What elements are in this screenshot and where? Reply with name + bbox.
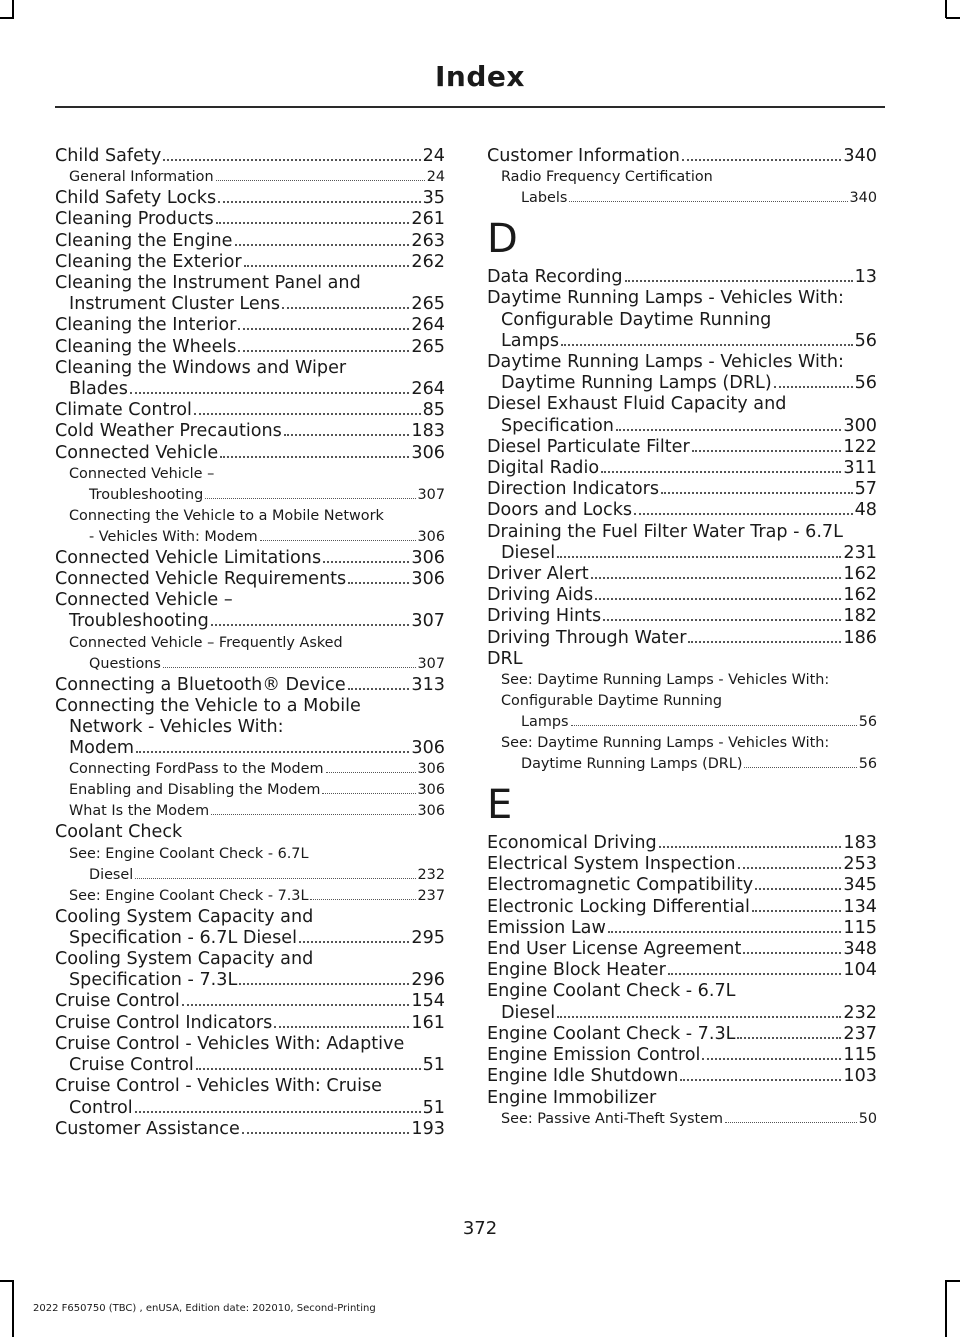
page-ref[interactable]: 295	[411, 927, 445, 948]
page-ref[interactable]: 307	[417, 655, 445, 672]
page-ref[interactable]: 186	[843, 627, 877, 648]
index-entry[interactable]: Cold Weather Precautions 183	[55, 421, 445, 442]
page-ref[interactable]: 35	[422, 188, 445, 209]
index-entry[interactable]: Connected Vehicle Limitations 306	[55, 547, 445, 568]
index-subentry[interactable]: Enabling and Disabling the Modem 306	[55, 780, 445, 801]
page-ref[interactable]: 56	[854, 373, 877, 394]
index-entry[interactable]: Modem 306	[69, 738, 445, 759]
page-ref[interactable]: 57	[854, 479, 877, 500]
page-ref[interactable]: 232	[843, 1002, 877, 1023]
index-entry[interactable]: Lamps 56	[501, 330, 877, 351]
page-ref[interactable]: 24	[426, 169, 445, 186]
crop-mark	[946, 1280, 960, 1282]
page-ref[interactable]: 51	[422, 1055, 445, 1076]
index-column-left	[55, 146, 445, 1140]
page-ref[interactable]: 56	[858, 756, 877, 773]
index-entry[interactable]: Electromagnetic Compatibility 345	[487, 875, 877, 896]
crop-mark	[0, 17, 14, 19]
index-entry[interactable]: Child Safety Locks 35	[55, 188, 445, 209]
index-entry[interactable]: Diesel 232	[501, 1002, 877, 1023]
index-entry[interactable]: Cleaning the Interior 264	[55, 315, 445, 336]
index-subentry-heading: Radio Frequency Certification	[501, 169, 713, 186]
page-ref[interactable]: 237	[417, 887, 445, 904]
page-ref[interactable]: 85	[422, 400, 445, 421]
index-entry[interactable]: Economical Driving 183	[487, 833, 877, 854]
index-entry-heading: Cleaning the Instrument Panel and	[55, 273, 361, 294]
page-ref[interactable]: 115	[843, 1045, 877, 1066]
page-ref[interactable]: 264	[411, 379, 445, 400]
index-subentry[interactable]: Labels 340	[487, 188, 877, 209]
index-entry[interactable]: Instrument Cluster Lens 265	[69, 294, 445, 315]
index-subentry[interactable]: Diesel 232	[55, 865, 445, 886]
index-subentry-heading: Configurable Daytime Running	[501, 693, 723, 710]
page-ref[interactable]: 306	[417, 761, 445, 778]
index-entry-heading: Network - Vehicles With:	[69, 717, 284, 738]
index-entry[interactable]: Cruise Control Indicators 161	[55, 1012, 445, 1033]
index-entry-heading: Draining the Fuel Filter Water Trap - 6.7L	[487, 521, 843, 542]
page-ref[interactable]: 313	[411, 674, 445, 695]
index-entry-heading: Cruise Control - Vehicles With: Cruise	[55, 1076, 382, 1097]
index-subentry[interactable]: What Is the Modem 306	[55, 801, 445, 822]
index-entry[interactable]: Specification - 7.3L 296	[69, 970, 445, 991]
page-ref[interactable]: 306	[417, 803, 445, 820]
index-entry-heading: Connected Vehicle –	[55, 590, 233, 611]
crop-mark	[945, 1280, 947, 1337]
index-entry[interactable]: Customer Information 340	[487, 146, 877, 166]
index-entry-heading: Engine Coolant Check - 6.7L	[487, 981, 736, 1002]
crop-mark	[946, 17, 960, 19]
index-entry-heading: Diesel Exhaust Fluid Capacity and	[487, 394, 787, 415]
index-entry[interactable]: Electronic Locking Differential 134	[487, 896, 877, 917]
index-entry[interactable]: Cruise Control 51	[69, 1055, 445, 1076]
page-title: Index	[435, 60, 525, 93]
index-entry[interactable]: Customer Assistance 193	[55, 1118, 445, 1139]
index-entry[interactable]: Driving Hints 182	[487, 606, 877, 627]
index-entry[interactable]: Cleaning the Exterior 262	[55, 251, 445, 272]
index-entry[interactable]: Engine Idle Shutdown 103	[487, 1066, 877, 1087]
section-letter: D	[487, 216, 518, 263]
index-entry[interactable]: Connecting a Bluetooth® Device 313	[55, 674, 445, 695]
index-subentry-heading: See: Daytime Running Lamps - Vehicles With:	[501, 672, 830, 689]
page-ref[interactable]: 307	[417, 486, 445, 503]
page-ref[interactable]: 345	[843, 875, 877, 896]
index-entry[interactable]: Child Safety 24	[55, 146, 445, 166]
page-ref[interactable]: 104	[843, 960, 877, 981]
page-ref[interactable]: 300	[843, 415, 877, 436]
page-ref[interactable]: 182	[843, 606, 877, 627]
index-entry-heading: Cooling System Capacity and	[55, 949, 314, 970]
page-ref[interactable]: 306	[411, 738, 445, 759]
page-ref[interactable]: 231	[843, 542, 877, 563]
index-entry-heading: Configurable Daytime Running	[501, 309, 772, 330]
crop-mark	[945, 0, 947, 18]
index-subentry[interactable]: Questions 307	[55, 654, 445, 675]
index-subentry[interactable]: Daytime Running Lamps (DRL) 56	[487, 754, 877, 775]
index-entry-heading: Cleaning the Windows and Wiper	[55, 357, 347, 378]
index-subentry[interactable]: General Information 24	[55, 167, 445, 188]
index-entry[interactable]: Engine Block Heater 104	[487, 960, 877, 981]
index-entry-heading: Cooling System Capacity and	[55, 906, 314, 927]
index-entry[interactable]: Emission Law 115	[487, 917, 877, 938]
index-entry[interactable]: Specification - 6.7L Diesel 295	[69, 927, 445, 948]
index-entry[interactable]: Cleaning Products 261	[55, 209, 445, 230]
index-entry[interactable]: End User License Agreement 348	[487, 939, 877, 960]
index-subentry-heading: Connected Vehicle –	[69, 465, 215, 482]
page-ref[interactable]: 237	[843, 1023, 877, 1044]
index-subentry-heading: Connecting the Vehicle to a Mobile Network	[69, 507, 384, 524]
index-entry-heading: Daytime Running Lamps - Vehicles With:	[487, 288, 844, 309]
page-ref[interactable]: 183	[843, 833, 877, 854]
index-entry[interactable]: Blades 264	[69, 379, 445, 400]
index-entry[interactable]: Doors and Locks 48	[487, 500, 877, 521]
index-entry[interactable]: Engine Emission Control 115	[487, 1045, 877, 1066]
index-entry[interactable]: Connected Vehicle Requirements 306	[55, 569, 445, 590]
index-subentry[interactable]: Troubleshooting 307	[55, 485, 445, 506]
index-entry[interactable]: Daytime Running Lamps (DRL) 56	[501, 373, 877, 394]
index-subentry-heading: See: Daytime Running Lamps - Vehicles With:	[501, 735, 830, 752]
index-subentry[interactable]: See: Passive Anti-Theft System 50	[487, 1109, 877, 1130]
page-ref[interactable]: 306	[411, 569, 445, 590]
index-entry[interactable]: Diesel Particulate Filter 122	[487, 436, 877, 457]
page-ref[interactable]: 296	[411, 970, 445, 991]
page-ref[interactable]: 56	[858, 714, 877, 731]
page-ref[interactable]: 162	[843, 564, 877, 585]
page-ref[interactable]: 264	[411, 315, 445, 336]
page-ref[interactable]: 122	[843, 436, 877, 457]
index-subentry-heading: Connected Vehicle – Frequently Asked	[69, 634, 343, 651]
page-ref[interactable]: 306	[417, 528, 445, 545]
crop-mark	[12, 0, 14, 18]
index-entry[interactable]: Cleaning the Wheels 265	[55, 336, 445, 357]
index-entry[interactable]: Climate Control 85	[55, 400, 445, 421]
index-entry[interactable]: Cruise Control 154	[55, 991, 445, 1012]
page-ref[interactable]: 265	[411, 294, 445, 315]
index-entry[interactable]: Driving Aids 162	[487, 585, 877, 606]
page-ref[interactable]: 253	[843, 854, 877, 875]
page-ref[interactable]: 162	[843, 585, 877, 606]
page-ref[interactable]: 306	[411, 547, 445, 568]
page-ref[interactable]: 340	[849, 190, 877, 207]
index-entry[interactable]: Control 51	[69, 1097, 445, 1118]
section-letter: E	[487, 782, 513, 829]
page-ref[interactable]: 24	[422, 146, 445, 166]
footer-edition: 2022 F650750 (TBC) , enUSA, Edition date: 202010, Second-Printing	[33, 1303, 376, 1314]
index-entry-heading: Connecting the Vehicle to a Mobile	[55, 695, 361, 716]
page-ref[interactable]: 311	[843, 458, 877, 479]
page-ref[interactable]: 115	[843, 917, 877, 938]
index-entry[interactable]: Driving Through Water 186	[487, 627, 877, 648]
index-entry[interactable]: Electrical System Inspection 253	[487, 854, 877, 875]
page-ref[interactable]: 103	[843, 1066, 877, 1087]
page-ref[interactable]: 56	[854, 330, 877, 351]
index-subentry[interactable]: - Vehicles With: Modem 306	[55, 527, 445, 548]
index-entry-heading: Engine Immobilizer	[487, 1087, 657, 1108]
index-entry-heading: DRL	[487, 648, 523, 669]
index-subentry[interactable]: Lamps 56	[487, 712, 877, 733]
page-ref[interactable]: 261	[411, 209, 445, 230]
index-entry[interactable]: Digital Radio 311	[487, 458, 877, 479]
page-ref[interactable]: 134	[843, 896, 877, 917]
index-entry-heading: Daytime Running Lamps - Vehicles With:	[487, 352, 844, 373]
page-ref[interactable]: 265	[411, 336, 445, 357]
page-ref[interactable]: 13	[854, 267, 877, 288]
page-ref[interactable]: 232	[417, 866, 445, 883]
index-entry[interactable]: Engine Coolant Check - 7.3L 237	[487, 1023, 877, 1044]
index-entry-heading: Cruise Control - Vehicles With: Adaptive	[55, 1033, 405, 1054]
index-subentry[interactable]: Connecting FordPass to the Modem 306	[55, 759, 445, 780]
index-entry[interactable]: Troubleshooting 307	[69, 611, 445, 632]
index-entry[interactable]: Connected Vehicle 306	[55, 442, 445, 463]
page-ref[interactable]: 348	[843, 939, 877, 960]
page-ref[interactable]: 340	[843, 146, 877, 166]
index-entry[interactable]: Data Recording 13	[487, 267, 877, 288]
header-rule	[55, 106, 885, 108]
index-entry[interactable]: Diesel 231	[501, 542, 877, 563]
index-subentry[interactable]: See: Engine Coolant Check - 7.3L 237	[55, 886, 445, 907]
page-ref[interactable]: 307	[411, 611, 445, 632]
index-entry[interactable]: Specification 300	[501, 415, 877, 436]
index-column-right	[487, 146, 877, 1130]
index-entry[interactable]: Driver Alert 162	[487, 564, 877, 585]
page-ref[interactable]: 50	[858, 1110, 877, 1127]
page-ref[interactable]: 306	[411, 442, 445, 463]
page-ref[interactable]: 183	[411, 421, 445, 442]
page-ref[interactable]: 161	[411, 1012, 445, 1033]
index-entry-heading: Coolant Check	[55, 822, 183, 843]
page-ref[interactable]: 262	[411, 251, 445, 272]
index-entry[interactable]: Cleaning the Engine 263	[55, 230, 445, 251]
page-ref[interactable]: 306	[417, 782, 445, 799]
index-entry[interactable]: Direction Indicators 57	[487, 479, 877, 500]
page-ref[interactable]: 51	[422, 1097, 445, 1118]
page-number: 372	[462, 1218, 498, 1239]
page-ref[interactable]: 263	[411, 230, 445, 251]
page-ref[interactable]: 193	[411, 1118, 445, 1139]
crop-mark	[0, 1280, 14, 1282]
page-ref[interactable]: 48	[854, 500, 877, 521]
crop-mark	[12, 1280, 14, 1337]
index-subentry-heading: See: Engine Coolant Check - 6.7L	[69, 845, 309, 862]
page-ref[interactable]: 154	[411, 991, 445, 1012]
